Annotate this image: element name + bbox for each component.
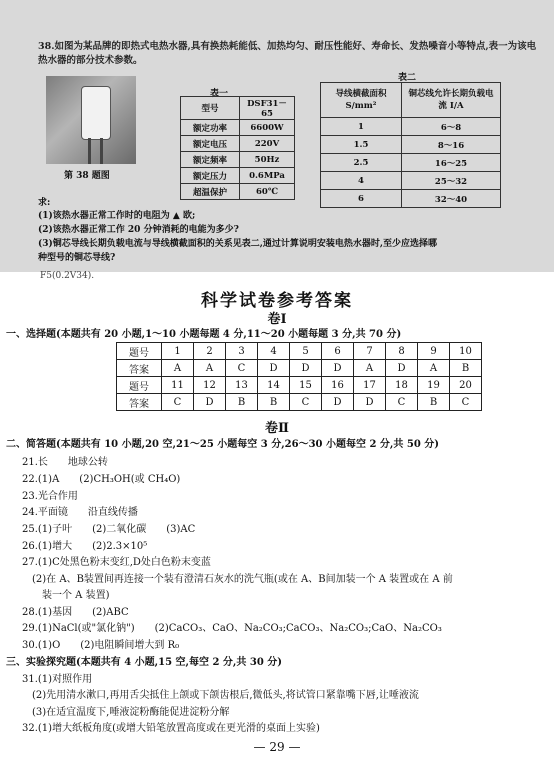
answer-line: 22.(1)A (2)CH₃OH(或 CH₄O) — [22, 474, 181, 485]
answer-line: 31.(1)对照作用 — [22, 674, 93, 685]
table-header: 导线横截面积 S/mm² 铜芯线允许长期负载电流 I/A — [321, 83, 501, 118]
answer-line: 21.长 地球公转 — [22, 457, 108, 468]
answer-line: 27.(1)C处黑色粉末变红,D处白色粉末变蓝 — [22, 557, 211, 568]
volume-1-heading: 卷Ⅰ — [267, 312, 287, 327]
table1-caption: 表一 — [210, 89, 229, 99]
volume-2-heading: 卷Ⅱ — [265, 421, 289, 436]
answer-line: 25.(1)子叶 (2)二氧化碳 (3)AC — [22, 524, 196, 535]
question-label: 求: — [38, 198, 51, 208]
answer-table — [116, 342, 482, 411]
problem-stem: 38.如图为某品牌的即热式电热水器,具有换热耗能低、加热均匀、耐压性能好、寿命长、发热噪音小等特点,表一为该电热水器的部分技术参数。 — [38, 41, 537, 66]
table-row: 1 6～8 — [321, 118, 501, 136]
table-row: 额定频率 50Hz — [181, 152, 295, 168]
table2-caption: 表二 — [398, 73, 417, 83]
answer-line: (2)在 A、B装置间再连接一个装有澄清石灰水的洗气瓶(或在 A、B间加装一个 A 装置或在 A 前 — [22, 574, 453, 585]
table-row: 额定压力 0.6MPa — [181, 168, 295, 184]
page-number: — 29 — — [253, 740, 301, 754]
section-2-heading: 二、简答题(本题共有 10 小题,20 空,21～25 小题每空 3 分,26～30 小题每空 2 分,共 50 分) — [6, 439, 440, 450]
answer-line: 26.(1)增大 (2)2.3×10⁵ — [22, 541, 148, 552]
table-row: 4 25～32 — [321, 172, 501, 190]
subquestion-3: (3)铜芯导线长期负载电流与导线横截面积的关系见表二,通过计算说明安装电热水器时,至少应选择哪 — [38, 239, 438, 249]
table-row: 超温保护 60℃ — [181, 184, 295, 200]
answer-line: 28.(1)基因 (2)ABC — [22, 607, 129, 618]
answer-line: 30.(1)O (2)电阻瞬间增大到 R₀ — [22, 640, 180, 651]
table-row: 题号 11 12 13 14 15 16 17 18 19 20 — [117, 377, 482, 394]
table-row: 题号 1 2 3 4 5 6 7 8 9 10 — [117, 343, 482, 360]
subquestion-2: (2)该热水器正常工作 20 分钟消耗的电能为多少? — [38, 225, 239, 235]
subquestion-3-cont: 种型号的铜芯导线? — [38, 253, 116, 263]
table-row: 2.5 16～25 — [321, 154, 501, 172]
answer-line: (2)先用清水漱口,再用舌尖抵住上颌或下颌齿根后,微低头,将试管口紧靠嘴下唇,让唾液流 — [22, 690, 419, 701]
answer-line: 32.(1)增大纸板角度(或增大铅笔放置高度或在更光滑的桌面上实验) — [22, 723, 320, 734]
answer-line: 29.(1)NaCl(或"氯化钠") (2)CaCO₃、CaO、Na₂CO₃;CaCO₃、Na₂CO₃;CaO、Na₂CO₃ — [22, 623, 442, 634]
section-3-heading: 三、实验探究题(本题共有 4 小题,15 空,每空 2 分,共 30 分) — [6, 657, 283, 668]
table-row: 答案 C D B B C D D C B C — [117, 394, 482, 411]
answer-line: 装一个 A 装置) — [22, 590, 110, 601]
subquestion-1: (1)该热水器正常工作时的电阻为 ▲ 欧; — [38, 211, 196, 221]
answer-line: (3)在适宜温度下,唾液淀粉酶能促进淀粉分解 — [22, 707, 230, 718]
answer-line: 23.光合作用 — [22, 491, 78, 502]
exam-snippet — [0, 0, 554, 272]
section-1-heading: 一、选择题(本题共有 20 小题,1～10 小题每题 4 分,11～20 小题每题 3 分,共 70 分) — [6, 329, 402, 340]
water-heater-photo — [46, 76, 136, 164]
table-row: 额定电压 220V — [181, 136, 295, 152]
table-row: 1.5 8～16 — [321, 136, 501, 154]
heater-icon — [81, 86, 111, 140]
figure-caption: 第 38 题图 — [64, 171, 110, 181]
table-row: 额定功率 6600W — [181, 120, 295, 136]
page-title: 科学试卷参考答案 — [201, 291, 353, 311]
table-row: 答案 A A C D D D A D A B — [117, 360, 482, 377]
table-row: 型号 DSF31－65 — [181, 97, 295, 120]
cut-off-text: F5(0.2V34). — [40, 271, 95, 281]
table1 — [180, 96, 295, 200]
answer-line: 24.平面镜 沿直线传播 — [22, 507, 138, 518]
table-row: 6 32～40 — [321, 190, 501, 208]
table2 — [320, 82, 501, 208]
